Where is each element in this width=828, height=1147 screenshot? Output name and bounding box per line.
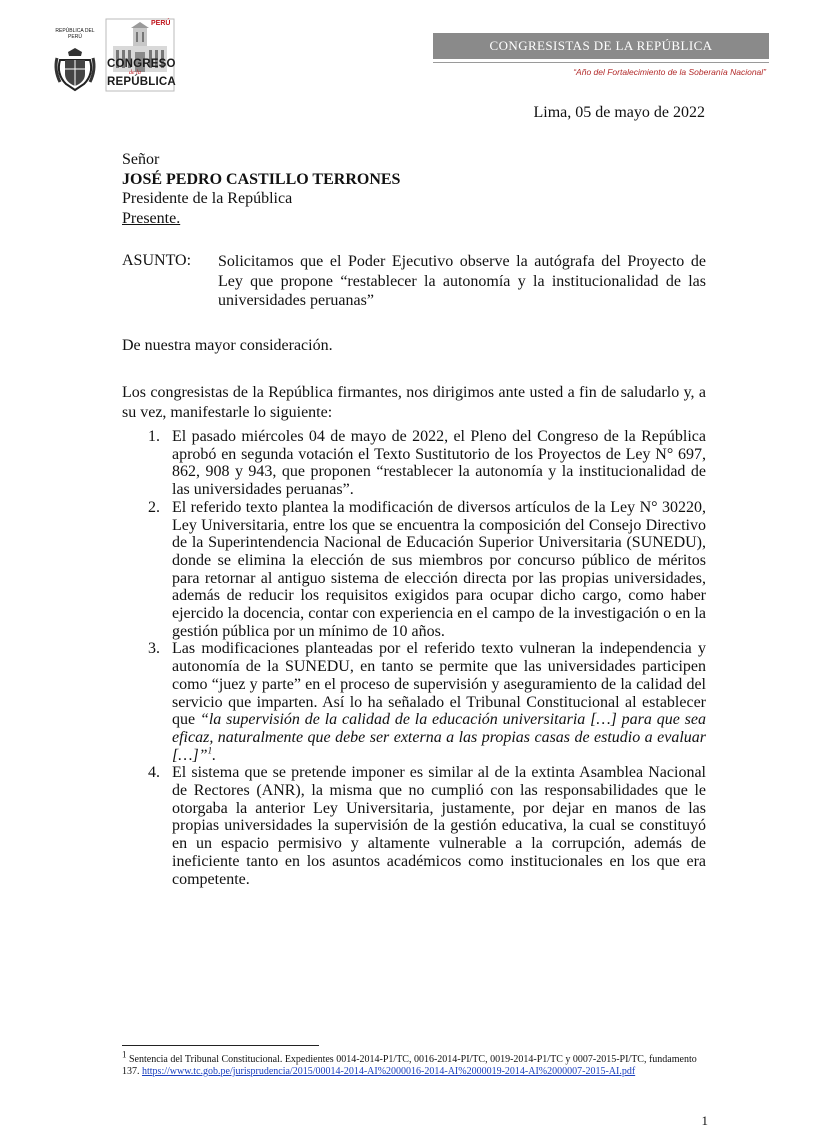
footnote (122, 1049, 706, 1077)
list-item-text: El sistema que se pretende imponer es similar al de la extinta Asamblea Nacional de Rectores (ANR), la misma que no cumplió con las responsabilidades que le otorgaba la anterior Ley Universitaria, justamente, por dejar en manos de las propias universidades la supervisión de la gestión educativa, la cual se constituyó en un espacio permisivo y altamente vulnerable a la corrupción, además de ineficiente tanto en los asuntos académicos como institucionales en los que era competente. (172, 764, 706, 888)
list-item (148, 764, 706, 888)
subject-text: Solicitamos que el Poder Ejecutivo observe la autógrafa del Proyecto de Ley que propone “restablecer la autonomía y la institucionalidad de las universidades peruanas” (218, 253, 706, 309)
logo-congreso-text: CONGRESO (107, 58, 176, 70)
national-seal (52, 28, 98, 90)
list-item-text: El referido texto plantea la modificación de diversos artículos de la Ley N° 30220, Ley Universitaria, entre los que se encuentra la composición del Consejo Directivo de la Superintendencia Nacional de Educación Superior Universitaria (SUNEDU), donde se elimina la elección de sus miembros por concurso público de méritos para retornar al antiguo sistema de elección directa por las propias universidades, además de reducir los requisitos exigidos para ocupar dicho cargo, como haber ejercido la docencia, contar con experiencia en el campo de la investigación o en la gestión pública por un mínimo de 10 años. (172, 498, 706, 640)
list-item-text: El pasado miércoles 04 de mayo de 2022, el Pleno del Congreso de la República aprobó en segunda votación el Texto Sustitutorio de los Proyectos de Ley N° 697, 862, 908 y 943, que proponen “restablecer la autonomía y la institucionalidad de las universidades peruanas”. (172, 428, 706, 499)
list-item (148, 640, 706, 764)
recipient-salutation: Señor (122, 151, 160, 168)
points-list (148, 428, 706, 888)
tribunal-quote: “la supervisión de la calidad de la educación universitaria […] para que sea eficaz, naturalmente que debe ser externa a las propias casas de estudio a evaluar […]” (172, 711, 707, 764)
intro-paragraph: Los congresistas de la República firmantes, nos dirigimos ante usted a fin de saludarlo y, a su vez, manifestarle lo siguiente: (122, 384, 706, 421)
coat-of-arms-icon (52, 40, 98, 96)
footnote-reference[interactable]: 1 (207, 745, 213, 756)
logo-peru-label: PERÚ (151, 20, 171, 27)
footnote-mark: 1 (122, 1049, 127, 1060)
letter-date: Lima, 05 de mayo de 2022 (533, 104, 705, 121)
footnote-link[interactable]: https://www.tc.gob.pe/jurisprudencia/2015/00014-2014-AI%2000016-2014-AI%2000019-2014-AI%2000007-2015-AI.pdf (142, 1065, 636, 1077)
seal-caption: REPÚBLICA DEL PERÚ (55, 28, 95, 40)
list-item-text: Las modificaciones planteadas por el referido texto vulneran la independencia y autonomía de la SUNEDU, en tanto se permite que las universidades participen como “juez y parte” en el proceso de supervisión y aseguramiento de la calidad del servicio que imparten. Así lo ha señalado el Tribunal Constitucional al establecer que (172, 640, 706, 729)
logo-dela-text: de la (129, 70, 141, 76)
list-item-number: 3. (148, 640, 160, 658)
subject-label: ASUNTO: (122, 252, 192, 269)
header-divider (433, 62, 769, 63)
recipient-title: Presidente de la República (122, 190, 293, 207)
list-item-end: . (212, 746, 217, 764)
footnote-text: Sentencia del Tribunal Constitucional. Expedientes 0014-2014-P1/TC, 0016-2014-PI/TC, 0019-2014-P1/TC y 0007-2015-PI/TC, fundamento 137. (122, 1054, 697, 1077)
list-item (148, 499, 706, 641)
footnote-divider (122, 1045, 319, 1046)
list-item (148, 428, 706, 499)
header-banner: CONGRESISTAS DE LA REPÚBLICA (433, 33, 769, 59)
list-item-number: 1. (148, 428, 160, 445)
recipient-presente: Presente. (122, 209, 181, 227)
list-item-number: 2. (148, 498, 160, 516)
recipient-block (122, 150, 400, 228)
greeting: De nuestra mayor consideración. (122, 337, 333, 354)
page-number: 1 (701, 1113, 708, 1128)
year-motto: “Año del Fortalecimiento de la Soberanía Nacional” (573, 67, 766, 77)
logo-republica-text: REPÚBLICA (107, 76, 176, 88)
list-item-number: 4. (148, 764, 160, 782)
recipient-name: JOSÉ PEDRO CASTILLO TERRONES (122, 170, 401, 188)
